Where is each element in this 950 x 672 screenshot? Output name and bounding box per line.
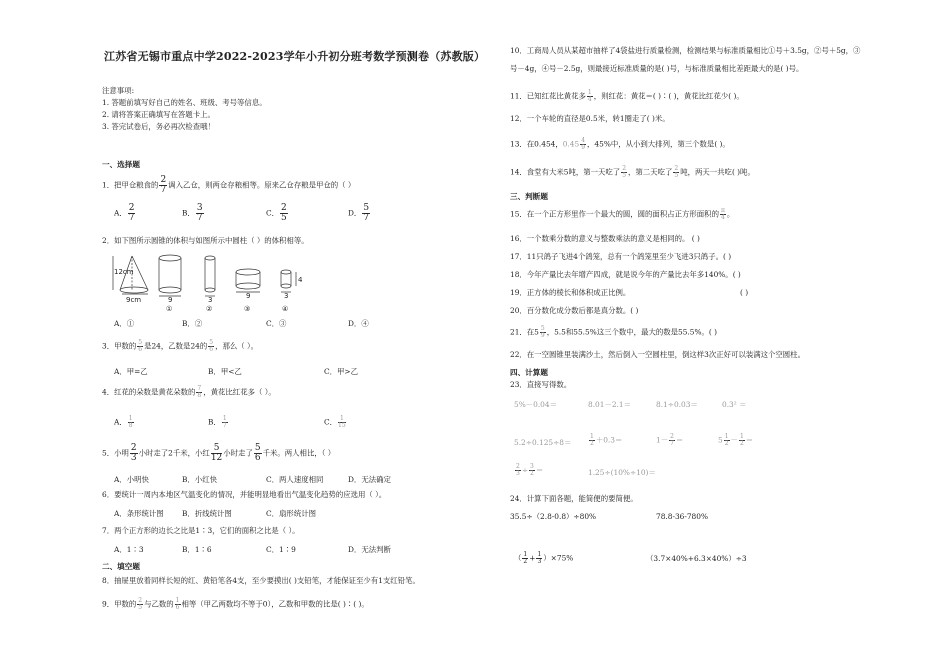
calc-5: 5.2÷0.125÷8＝ (514, 438, 572, 447)
notice-item-3: 3. 答完试卷后，务必再次检查哦！ (102, 122, 215, 131)
question-24-title: 24．计算下面各题，能简便的要简便。 (510, 494, 638, 503)
q2-option-c[interactable]: C．③ (266, 319, 287, 328)
cyl4-tag: ④ (282, 305, 289, 312)
exam-title: 江苏省无锡市重点中学2022-2023学年小升初分班考数学预测卷（苏教版） (104, 50, 486, 63)
calc-expr-2: 78.8-36-780% (656, 512, 708, 521)
q5-option-b[interactable]: B．小红快 (182, 475, 217, 484)
q1-option-d[interactable]: D． $\frac{5}{7}$ (348, 203, 370, 223)
q2-option-b[interactable]: B．② (182, 319, 203, 328)
q1-option-b[interactable]: B． $\frac{3}{7}$ (182, 203, 203, 223)
section-choice: 一、选择题 (102, 160, 140, 169)
question-7: 7．两个正方形的边长之比是1∶3，它们的面积之比是（ ）。 (102, 526, 300, 535)
section-judge: 三、判断题 (510, 192, 548, 201)
q6-option-a[interactable]: A．条形统计图 (114, 509, 164, 518)
question-14: 14．食堂有大米5吨，第一天吃了 $\frac{2}{5}$ ，第二天吃了 $\frac{2}{5}$ 吨，两天一共吃( )吨。 (510, 165, 755, 179)
question-1: 1．把甲仓粮食的 $\frac{2}{7}$ 调入乙仓，则两仓存粮相等。原来乙仓存粮是甲仓的（ ） (102, 175, 356, 195)
section-calc: 四、计算题 (510, 368, 548, 377)
q6-option-b[interactable]: B．折线统计图 (182, 509, 232, 518)
cyl1-tag: ① (166, 305, 173, 312)
question-10-line-1: 10．工商局人员从某超市抽样了4袋盐进行质量检测，检测结果与标准质量相比①号＋3.5g，②号＋5g，③ (510, 46, 861, 55)
question-9: 9．甲数的 $\frac{2}{5}$ 与乙数的 $\frac{1}{6}$ 相等（甲乙两数均不等于0），乙数和甲数的比是( )∶( )。 (102, 597, 369, 611)
question-19: 19．正方体的棱长和体积成正比例。 (510, 288, 631, 297)
question-13: 13．在0.454，0.45 $\frac{4}{9}$ ，45%中，从小到大排列，第三个数是( )。 (510, 137, 730, 151)
cyl3-tag: ③ (244, 305, 251, 312)
question-15: 15．在一个正方形里作一个最大的圆，圆的面积占正方形面积的 $\frac{\pi}{4}$ 。 (510, 207, 735, 221)
calc-7: 1－ $\frac{2}{7}$ ＝ (656, 433, 684, 447)
notice-item-1: 1. 答题前填写好自己的姓名、班级、考号等信息。 (102, 98, 267, 107)
calc-10: 1.25÷(10%÷10)＝ (588, 468, 656, 477)
cyl4-height-label: 4 (298, 276, 303, 284)
cone-radius-label: 9cm (126, 296, 142, 304)
q3-option-c[interactable]: C．甲>乙 (324, 367, 359, 376)
question-21: 21．在5 $\frac{5}{9}$ ，5.5和55.5%这三个数中，最大的数是55.5%。( ) (510, 325, 718, 339)
calc-9: $\frac{2}{3}$ ÷ $\frac{3}{2}$ ＝ (516, 463, 544, 477)
cyl2-tag: ② (206, 305, 213, 312)
q3-option-b[interactable]: B．甲<乙 (208, 367, 242, 376)
q6-option-c[interactable]: C．扇形统计图 (266, 509, 316, 518)
q1-option-a[interactable]: A． $\frac{2}{7}$ (114, 203, 135, 223)
cyl1-diameter-label: 9 (168, 296, 173, 304)
q7-option-b[interactable]: B．1∶6 (182, 545, 212, 554)
q7-option-c[interactable]: C．1∶9 (266, 545, 296, 554)
q5-option-d[interactable]: D．无法确定 (348, 475, 391, 484)
q3-option-a[interactable]: A．甲=乙 (114, 367, 148, 376)
question-22: 22．在一空圆锥里装满沙土，然后倒入一空圆柱里，倒这样3次正好可以装满这个空圆柱。 (510, 350, 805, 359)
calc-expr-3: （ $\frac{1}{2}$ + $\frac{1}{3}$ ）×75% (514, 551, 574, 565)
section-fill: 二、填空题 (102, 562, 140, 571)
q5-option-a[interactable]: A．小明快 (114, 475, 149, 484)
question-20: 20．百分数化成分数后都是真分数。( ) (510, 306, 639, 315)
q7-option-d[interactable]: D．无法判断 (348, 545, 391, 554)
notice-head: 注意事项: (102, 86, 135, 95)
q1-option-c[interactable]: C． $\frac{2}{5}$ (266, 203, 287, 223)
q2-option-d[interactable]: D．④ (348, 319, 369, 328)
question-18: 18．今年产量比去年增产四成，就是说今年的产量比去年多140%。( ) (510, 270, 741, 279)
question-23-title: 23．直接写得数。 (510, 380, 572, 389)
question-17: 17．11只鸽子飞进4个鸽笼，总有一个鸽笼里至少飞进3只鸽子。( ) (510, 252, 732, 261)
question-2: 2．如下图所示圆锥的体积与如图所示中圆柱（ ）的体积相等。 (102, 236, 309, 245)
q4-option-a[interactable]: A． $\frac{1}{8}$ (114, 415, 133, 429)
calc-6: $\frac{1}{2}$ ＋0.3＝ (590, 433, 623, 447)
calc-3: 8.1÷0.03＝ (656, 400, 698, 409)
question-11: 11．已知红花比黄花多 $\frac{1}{4}$ ，则红花：黄花＝( )∶( )，黄花比红花少( )。 (510, 89, 744, 103)
question-10-line-2: 号－4g，④号－2.5g，则最接近标准质量的是( )号，与标准质量相比差距最大的是( )号。 (510, 64, 804, 73)
question-16: 16．一个数乘分数的意义与整数乘法的意义是相同的。 ( ) (510, 234, 700, 243)
calc-1: 5%－0.04＝ (514, 400, 557, 409)
q2-option-a[interactable]: A．① (114, 319, 135, 328)
fraction: $\frac{2}{7}$ (160, 175, 167, 195)
calc-8: 5 $\frac{1}{2}$ － $\frac{1}{2}$ ＝ (718, 433, 754, 447)
q5-option-c[interactable]: C．两人速度相同 (266, 475, 324, 484)
cyl3-diameter-label: 9 (246, 292, 251, 300)
question-3: 3．甲数的 $\frac{5}{6}$ 是24，乙数是24的 $\frac{5}{6}$ ，那么（ ）。 (102, 339, 259, 353)
question-19-paren[interactable]: ( ) (740, 288, 749, 297)
q2-figure (110, 252, 310, 312)
question-12: 12．一个车轮的直径是0.5米，转1圈走了( )米。 (510, 114, 670, 123)
cone-height-label: 12cm (114, 268, 134, 276)
cyl4-diameter-label: 3 (284, 292, 289, 300)
q4-option-c[interactable]: C． $\frac{1}{15}$ (324, 415, 346, 429)
cyl2-diameter-label: 3 (208, 296, 213, 304)
q4-option-b[interactable]: B． $\frac{1}{7}$ (208, 415, 227, 429)
calc-4: 0.3² ＝ (722, 400, 747, 409)
question-8: 8．抽屉里放着同样长短的红、黄铅笔各4支，至少要摸出( )支铅笔，才能保证至少有1支红铅笔。 (102, 576, 420, 585)
question-4: 4．红花的朵数是黄花朵数的 $\frac{7}{8}$ ，黄花比红花多（ ）。 (102, 385, 276, 399)
calc-expr-1: 35.5÷（2.8-0.8）÷80% (510, 512, 597, 521)
calc-expr-4: （3.7×40%+6.3×40%）÷3 (646, 554, 747, 563)
calc-2: 8.01－2.1＝ (588, 400, 631, 409)
question-5: 5．小明 $\frac{2}{3}$ 小时走了2千米，小红 $\frac{5}{12}$ 小时走了 $\frac{5}{6}$ 千米。两人相比，（ ） (102, 443, 336, 463)
notice-item-2: 2. 请将答案正确填写在答题卡上。 (102, 110, 215, 119)
q7-option-a[interactable]: A．1∶3 (114, 545, 144, 554)
question-6: 6．要统计一周内本地区气温变化的情况，并能明显地看出气温变化趋势的应选用（ ）。 (102, 490, 387, 499)
